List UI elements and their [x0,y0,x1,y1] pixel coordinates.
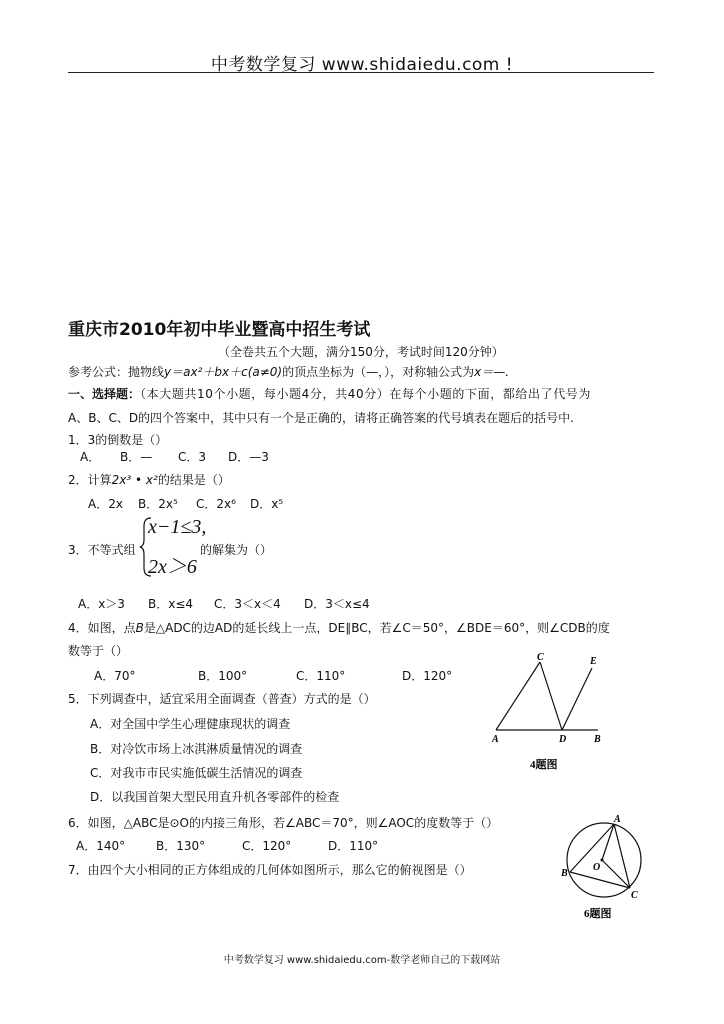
q6-option-a: A．140° [76,839,126,853]
q1-option-d: D．—3 [228,450,269,464]
page-footer: 中考数学复习 www.shidaiedu.com-数学老师自己的下载网站 [223,955,501,966]
q5-option-c: C．对我市市民实施低碳生活情况的调查 [90,766,303,780]
exam-title: 重庆市2010年初中毕业暨高中招生考试 [68,320,371,340]
section1-heading: 一、选择题： [68,387,141,401]
q7-stem: 7．由四个大小相同的正方体组成的几何体如图所示，那么它的俯视图是（） [68,863,472,877]
section1-intro [68,385,591,402]
q2-stem-post: 的结果是（） [157,473,230,487]
q1-option-a: A． [80,450,101,464]
figure-4-label-e: E [590,656,597,667]
figure-6-label-b: B [561,868,568,879]
q2-stem-pre: 2．计算 [68,473,112,487]
figure-6-label-o: O [593,862,601,873]
q4-options [94,667,452,684]
figure-4-label-d: D [559,734,567,745]
q4-stem-line2: 数等于（） [68,644,129,658]
section1-intro-line1: （本大题共10个小题，每小题4分，共40分）在每个小题的下面，都给出了代号为 [140,387,591,401]
q1-stem: 1．3的倒数是（） [68,433,168,447]
q4-stem-mid: 是△ADC的边AD的延长线上一点，DE∥BC，若∠C＝50°，∠BDE＝60°，则∠CDB的度 [143,621,610,635]
formula-expression: y＝ax²＋bx＋c(a≠0) [164,365,283,379]
q4-stem-pre: 4．如图，点 [68,621,136,635]
q2-stem-expression: 2x³ • x² [111,473,158,487]
q1-option-b: B．— [120,450,153,464]
figure-4-label-a: A [492,734,499,745]
q5-option-a: A．对全国中学生心理健康现状的调查 [90,717,291,731]
q6-option-c: C．120° [242,839,292,853]
q3-inequality-1: x−1≤3, [148,516,207,538]
q4-option-d: D．120° [402,669,453,683]
q2-option-b: B．2x⁵ [138,497,178,511]
q4-option-b: B．100° [198,669,248,683]
q6-option-b: B．130° [156,839,206,853]
q6-option-d: D．110° [328,839,379,853]
q5-stem: 5．下列调查中，适宜采用全面调查（普查）方式的是（） [68,692,376,706]
figure-6-diagram [552,810,656,922]
section1-intro-line2: A、B、C、D的四个答案中，其中只有一个是正确的，请将正确答案的代号填表在题后的括号中. [68,411,574,425]
figure-4-label-c: C [537,652,544,663]
header-rule [68,72,654,73]
figure-4-diagram [482,648,622,774]
figure-6-label-c: C [631,890,638,901]
q3-options [78,595,370,612]
q5-option-d: D．以我国首架大型民用直升机各零部件的检查 [90,790,340,804]
page-header: 中考数学复习 www.shidaiedu.com ! [210,55,514,75]
q3-option-d: D．3＜x≤4 [304,597,370,611]
q4-option-a: A．70° [94,669,136,683]
q3-option-c: C．3＜x＜4 [214,597,281,611]
q2-option-c: C．2x⁶ [196,497,236,511]
q2-option-d: D．x⁵ [250,497,284,511]
figure-4-caption: 4题图 [530,759,558,771]
q5-option-b: B．对冷饮市场上冰淇淋质量情况的调查 [90,742,303,756]
formula-suffix: 的顶点坐标为（—，），对称轴公式为 [282,365,475,379]
q2-option-a: A．2x [88,497,123,511]
q3-stem-pre: 3．不等式组 [68,543,136,557]
q6-options [76,837,378,854]
q3-inequality-2: 2x＞6 [148,556,197,578]
q4-stem-line1 [68,619,610,636]
reference-formula [68,363,509,380]
q1-options [80,448,269,465]
q2-stem [68,471,230,488]
q3-stem-post: 的解集为（） [200,543,273,557]
q3-option-a: A．x＞3 [78,597,125,611]
q1-option-c: C．3 [178,450,207,464]
q6-stem: 6．如图，△ABC是⊙O的内接三角形，若∠ABC＝70°，则∠AOC的度数等于（） [68,816,499,830]
figure-6-caption: 6题图 [584,908,612,920]
q4-option-c: C．110° [296,669,346,683]
exam-subtitle: （全卷共五个大题，满分150分，考试时间120分钟） [218,345,504,359]
figure-4-label-b: B [594,734,601,745]
q3-option-b: B．x≤4 [148,597,194,611]
formula-prefix: 参考公式：抛物线 [68,365,165,379]
formula-axis: x＝—. [474,365,510,379]
q4-point-b: B [135,621,144,635]
figure-6-label-a: A [614,814,621,825]
q2-options [88,495,283,512]
